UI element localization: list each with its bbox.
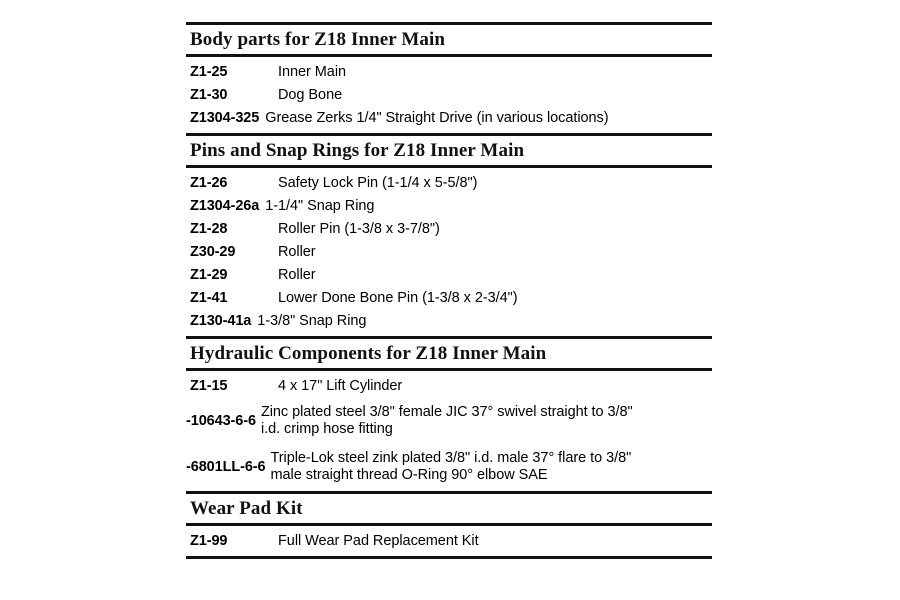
table-row[interactable] [186,310,712,333]
section-header-hydraulic-components: Hydraulic Components for Z18 Inner Main [190,343,547,364]
part-number: Z30-29 [190,244,236,260]
part-description: 1-1/4" Snap Ring [265,198,375,214]
section-header-body-parts: Body parts for Z18 Inner Main [190,29,446,50]
part-number: Z130-41a [190,313,252,329]
part-number: Z1-99 [190,533,228,549]
table-row[interactable] [186,172,712,195]
table-row[interactable] [186,195,712,218]
part-description-line: i.d. crimp hose fitting [260,421,393,437]
table-row[interactable] [186,241,712,264]
part-description-line: Zinc plated steel 3/8" female JIC 37° swivel straight to 3/8" [260,404,633,420]
table-row[interactable] [186,218,712,241]
part-number: Z1-29 [190,267,228,283]
part-description: Roller Pin (1-3/8 x 3-7/8") [278,221,440,237]
section-rows-pins-snap-rings [186,168,712,336]
part-number: Z1304-325 [190,110,260,126]
part-description: Grease Zerks 1/4" Straight Drive (in various locations) [265,110,609,126]
part-number: Z1-15 [190,378,228,394]
table-row[interactable] [186,84,712,107]
table-row[interactable] [186,530,712,553]
table-row[interactable] [186,61,712,84]
part-description: 1-3/8" Snap Ring [257,313,367,329]
part-number: Z1-41 [190,290,228,306]
part-description [261,404,712,438]
part-description: Roller [278,244,316,260]
part-description: Roller [278,267,316,283]
part-number: Z1-30 [190,87,228,103]
section-header-wear-pad-kit: Wear Pad Kit [190,498,303,519]
section-wear-pad-kit [186,491,712,559]
section-pins-snap-rings [186,133,712,336]
section-hydraulic-components [186,336,712,491]
section-header-pins-snap-rings: Pins and Snap Rings for Z18 Inner Main [190,140,525,161]
part-description-line: male straight thread O-Ring 90° elbow SAE [270,467,548,483]
document-bottom-rule [186,556,712,559]
part-description: 4 x 17" Lift Cylinder [278,378,403,394]
parts-list-document [186,22,712,559]
section-body-parts [186,22,712,133]
part-description: Safety Lock Pin (1-1/4 x 5-5/8") [278,175,478,191]
table-row[interactable] [186,287,712,310]
part-description: Inner Main [278,64,347,80]
table-row[interactable] [186,400,712,442]
part-number: -10643-6-6 [186,412,256,429]
table-row[interactable] [186,107,712,130]
table-row[interactable] [186,264,712,287]
part-number: Z1304-26a [190,198,260,214]
part-description [271,450,713,484]
table-row[interactable] [186,375,712,398]
section-rows-wear-pad-kit [186,526,712,556]
section-rows-body-parts [186,57,712,133]
table-row[interactable] [186,446,712,488]
part-number: -6801LL-6-6 [186,458,266,475]
part-description-line: Triple-Lok steel zink plated 3/8" i.d. male 37° flare to 3/8" [270,450,632,466]
section-rows-hydraulic-components [186,371,712,491]
part-description: Lower Done Bone Pin (1-3/8 x 2-3/4") [278,290,518,306]
part-description: Full Wear Pad Replacement Kit [278,533,479,549]
part-number: Z1-25 [190,64,228,80]
part-number: Z1-26 [190,175,228,191]
part-number: Z1-28 [190,221,228,237]
part-description: Dog Bone [278,87,343,103]
